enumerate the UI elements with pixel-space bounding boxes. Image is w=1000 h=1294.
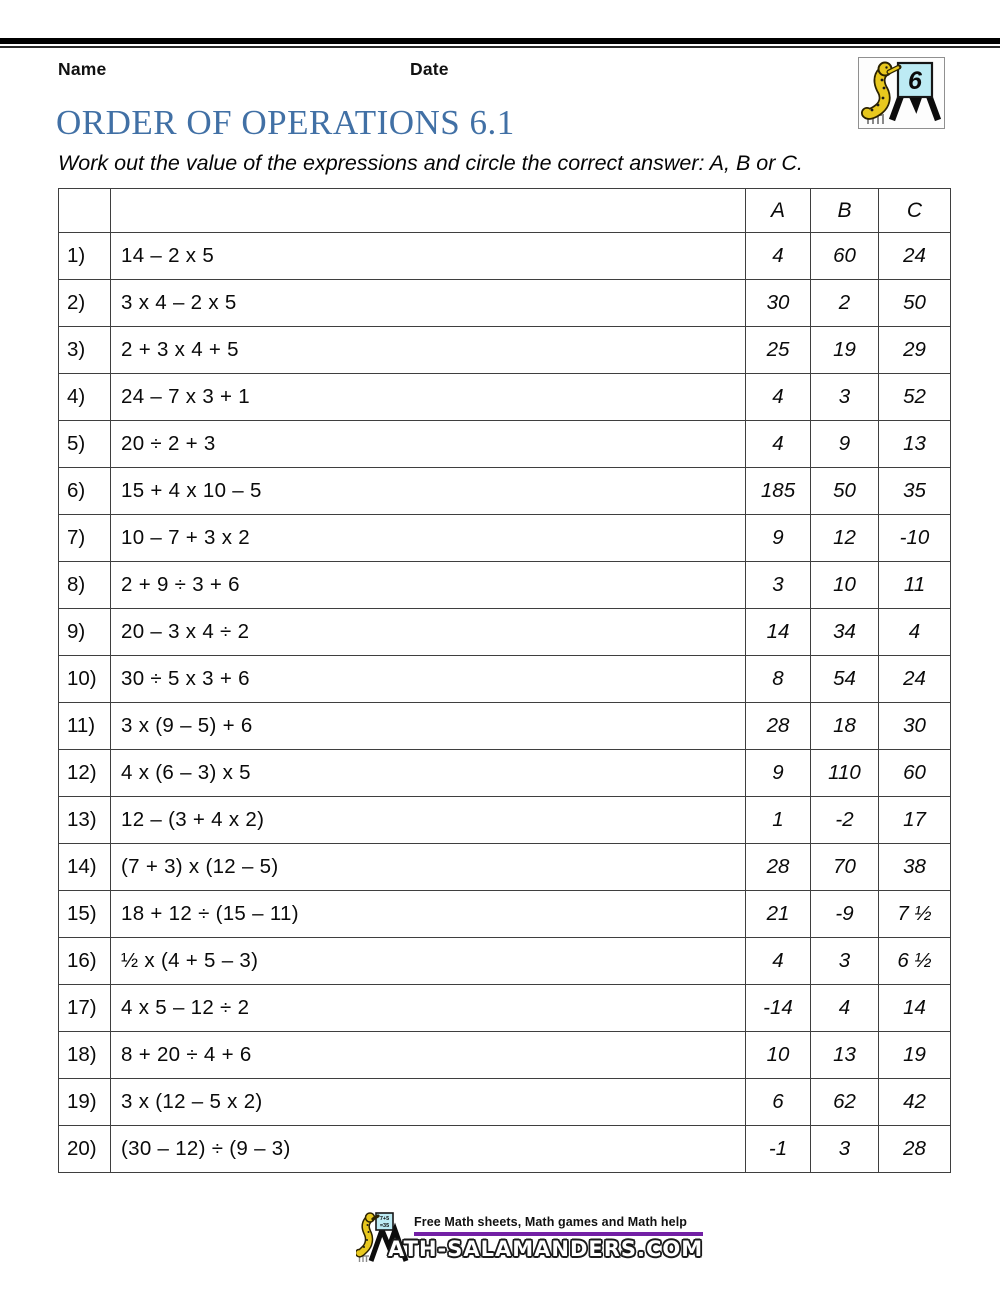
answer-c[interactable]: 24 xyxy=(879,233,951,280)
instruction-text: Work out the value of the expressions and circle the correct answer: A, B or C. xyxy=(58,151,803,175)
answer-c[interactable]: 30 xyxy=(879,703,951,750)
page-title: ORDER OF OPERATIONS 6.1 xyxy=(56,103,515,142)
row-number: 6) xyxy=(59,468,111,515)
answer-a[interactable]: 10 xyxy=(746,1032,811,1079)
answer-a[interactable]: -1 xyxy=(746,1126,811,1173)
expression: 20 – 3 x 4 ÷ 2 xyxy=(111,609,746,656)
expression: 14 – 2 x 5 xyxy=(111,233,746,280)
row-number: 13) xyxy=(59,797,111,844)
answer-b[interactable]: 3 xyxy=(811,1126,879,1173)
problem-row xyxy=(59,656,951,703)
answer-a[interactable]: 8 xyxy=(746,656,811,703)
footer-site-name: ATH-SALAMANDERS.COM xyxy=(388,1237,704,1261)
answer-a[interactable]: 28 xyxy=(746,703,811,750)
answer-b[interactable]: 4 xyxy=(811,985,879,1032)
answer-b[interactable]: -2 xyxy=(811,797,879,844)
expression: 20 ÷ 2 + 3 xyxy=(111,421,746,468)
problem-row xyxy=(59,938,951,985)
answer-a[interactable]: 21 xyxy=(746,891,811,938)
row-number: 9) xyxy=(59,609,111,656)
answer-c[interactable]: 14 xyxy=(879,985,951,1032)
row-number: 1) xyxy=(59,233,111,280)
problem-row xyxy=(59,891,951,938)
top-divider-thin xyxy=(0,46,1000,48)
problems-table xyxy=(58,188,951,1173)
row-number: 20) xyxy=(59,1126,111,1173)
header-col-a: A xyxy=(746,189,811,233)
expression: (7 + 3) x (12 – 5) xyxy=(111,844,746,891)
row-number: 7) xyxy=(59,515,111,562)
expression: 3 x (9 – 5) + 6 xyxy=(111,703,746,750)
expression: 2 + 9 ÷ 3 + 6 xyxy=(111,562,746,609)
row-number: 11) xyxy=(59,703,111,750)
answer-c[interactable]: 13 xyxy=(879,421,951,468)
answer-a[interactable]: 4 xyxy=(746,374,811,421)
answer-a[interactable]: -14 xyxy=(746,985,811,1032)
answer-b[interactable]: 13 xyxy=(811,1032,879,1079)
row-number: 5) xyxy=(59,421,111,468)
footer-board-line1: 7+5 xyxy=(379,1216,390,1222)
answer-b[interactable]: 54 xyxy=(811,656,879,703)
footer-branding xyxy=(356,1211,703,1265)
footer-tagline: Free Math sheets, Math games and Math help xyxy=(414,1215,688,1229)
problem-row xyxy=(59,562,951,609)
problem-row xyxy=(59,1079,951,1126)
answer-b[interactable]: 19 xyxy=(811,327,879,374)
problem-row xyxy=(59,233,951,280)
answer-a[interactable]: 6 xyxy=(746,1079,811,1126)
answer-c[interactable]: 42 xyxy=(879,1079,951,1126)
answer-c[interactable]: 38 xyxy=(879,844,951,891)
expression: 12 – (3 + 4 x 2) xyxy=(111,797,746,844)
header-row xyxy=(59,189,951,233)
answer-a[interactable]: 9 xyxy=(746,750,811,797)
answer-a[interactable]: 4 xyxy=(746,938,811,985)
top-divider-thick xyxy=(0,38,1000,44)
answer-b[interactable]: 70 xyxy=(811,844,879,891)
row-number: 16) xyxy=(59,938,111,985)
answer-c[interactable]: 50 xyxy=(879,280,951,327)
row-number: 8) xyxy=(59,562,111,609)
problem-row xyxy=(59,985,951,1032)
answer-a[interactable]: 25 xyxy=(746,327,811,374)
row-number: 19) xyxy=(59,1079,111,1126)
problem-row xyxy=(59,1032,951,1079)
answer-c[interactable]: 52 xyxy=(879,374,951,421)
footer-board-line2: =35 xyxy=(379,1223,390,1229)
answer-a[interactable]: 28 xyxy=(746,844,811,891)
name-label: Name xyxy=(58,59,107,79)
problem-row xyxy=(59,515,951,562)
answer-b[interactable]: 60 xyxy=(811,233,879,280)
answer-a[interactable]: 185 xyxy=(746,468,811,515)
problem-row xyxy=(59,374,951,421)
header-blank-num xyxy=(59,189,111,233)
answer-a[interactable]: 4 xyxy=(746,421,811,468)
answer-c[interactable]: 11 xyxy=(879,562,951,609)
problem-row xyxy=(59,609,951,656)
answer-b[interactable]: 62 xyxy=(811,1079,879,1126)
problem-row xyxy=(59,797,951,844)
answer-a[interactable]: 30 xyxy=(746,280,811,327)
answer-a[interactable]: 3 xyxy=(746,562,811,609)
problem-row xyxy=(59,468,951,515)
expression: 3 x 4 – 2 x 5 xyxy=(111,280,746,327)
row-number: 10) xyxy=(59,656,111,703)
answer-b[interactable]: -9 xyxy=(811,891,879,938)
expression: 30 ÷ 5 x 3 + 6 xyxy=(111,656,746,703)
expression: 15 + 4 x 10 – 5 xyxy=(111,468,746,515)
row-number: 18) xyxy=(59,1032,111,1079)
footer-text-column xyxy=(388,1211,704,1261)
problems-table-head xyxy=(59,189,951,233)
date-label: Date xyxy=(410,59,449,79)
footer-purple-rule xyxy=(414,1232,703,1236)
expression: 18 + 12 ÷ (15 – 11) xyxy=(111,891,746,938)
answer-b[interactable]: 3 xyxy=(811,374,879,421)
problems-tbody xyxy=(59,233,951,1173)
expression: 2 + 3 x 4 + 5 xyxy=(111,327,746,374)
answer-b[interactable]: 10 xyxy=(811,562,879,609)
header-col-b: B xyxy=(811,189,879,233)
answer-c[interactable]: 4 xyxy=(879,609,951,656)
row-number: 3) xyxy=(59,327,111,374)
problem-row xyxy=(59,327,951,374)
expression: 24 – 7 x 3 + 1 xyxy=(111,374,746,421)
answer-c[interactable]: 19 xyxy=(879,1032,951,1079)
answer-b[interactable]: 34 xyxy=(811,609,879,656)
row-number: 12) xyxy=(59,750,111,797)
answer-a[interactable]: 9 xyxy=(746,515,811,562)
grade-logo-box xyxy=(858,57,945,129)
problem-row xyxy=(59,1126,951,1173)
row-number: 15) xyxy=(59,891,111,938)
answer-b[interactable]: 12 xyxy=(811,515,879,562)
expression: 10 – 7 + 3 x 2 xyxy=(111,515,746,562)
problem-row xyxy=(59,844,951,891)
row-number: 14) xyxy=(59,844,111,891)
problem-row xyxy=(59,421,951,468)
answer-a[interactable]: 4 xyxy=(746,233,811,280)
answer-c[interactable]: 60 xyxy=(879,750,951,797)
expression: 4 x 5 – 12 ÷ 2 xyxy=(111,985,746,1032)
expression: 4 x (6 – 3) x 5 xyxy=(111,750,746,797)
problem-row xyxy=(59,280,951,327)
answer-c[interactable]: 6 ½ xyxy=(879,938,951,985)
expression: 3 x (12 – 5 x 2) xyxy=(111,1079,746,1126)
answer-c[interactable]: 35 xyxy=(879,468,951,515)
answer-c[interactable]: 28 xyxy=(879,1126,951,1173)
expression: ½ x (4 + 5 – 3) xyxy=(111,938,746,985)
header-col-c: C xyxy=(879,189,951,233)
header-blank-expr xyxy=(111,189,746,233)
problem-row xyxy=(59,703,951,750)
answer-a[interactable]: 1 xyxy=(746,797,811,844)
answer-b[interactable]: 2 xyxy=(811,280,879,327)
row-number: 4) xyxy=(59,374,111,421)
expression: 8 + 20 ÷ 4 + 6 xyxy=(111,1032,746,1079)
answer-c[interactable]: -10 xyxy=(879,515,951,562)
answer-b[interactable]: 9 xyxy=(811,421,879,468)
answer-c[interactable]: 29 xyxy=(879,327,951,374)
answer-a[interactable]: 14 xyxy=(746,609,811,656)
problem-row xyxy=(59,750,951,797)
row-number: 2) xyxy=(59,280,111,327)
answer-b[interactable]: 110 xyxy=(811,750,879,797)
answer-c[interactable]: 7 ½ xyxy=(879,891,951,938)
salamander-grade-logo xyxy=(859,58,943,127)
answer-c[interactable]: 24 xyxy=(879,656,951,703)
answer-b[interactable]: 3 xyxy=(811,938,879,985)
answer-c[interactable]: 17 xyxy=(879,797,951,844)
row-number: 17) xyxy=(59,985,111,1032)
answer-b[interactable]: 50 xyxy=(811,468,879,515)
expression: (30 – 12) ÷ (9 – 3) xyxy=(111,1126,746,1173)
grade-number: 6 xyxy=(908,67,922,95)
answer-b[interactable]: 18 xyxy=(811,703,879,750)
